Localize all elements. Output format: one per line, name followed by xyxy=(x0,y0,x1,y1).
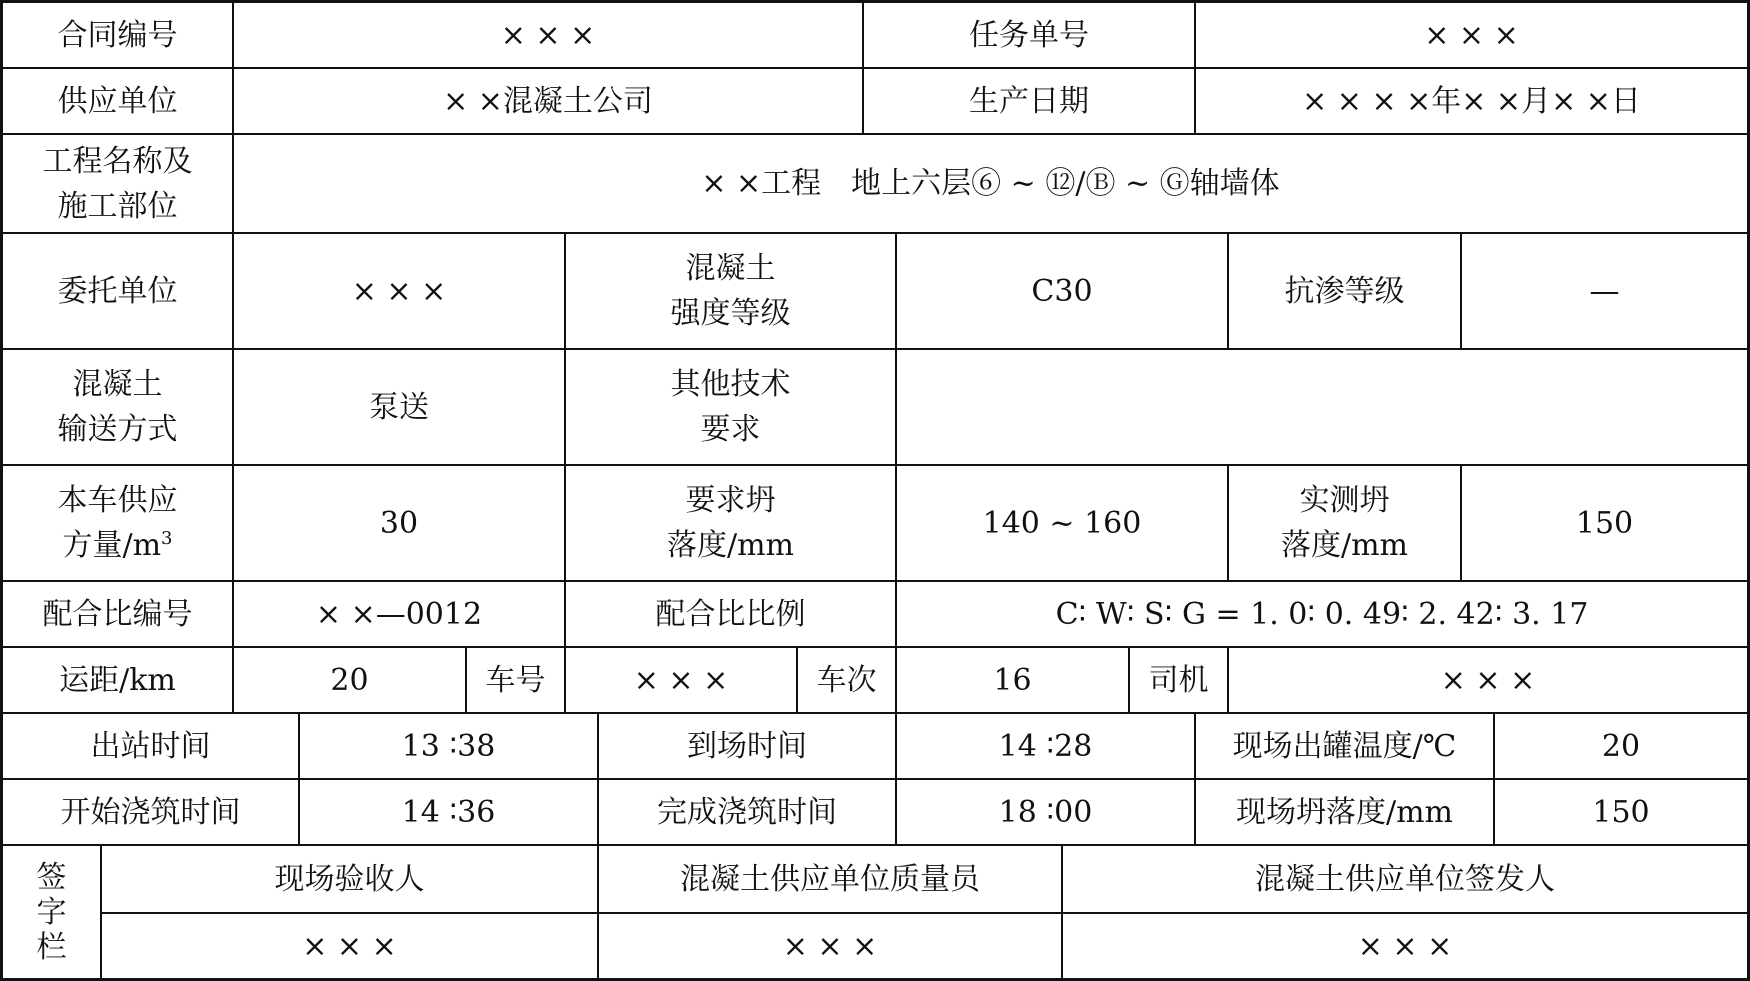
supplier-qc-label: 混凝土供应单位质量员 xyxy=(680,861,980,897)
distance-label: 运距/km xyxy=(59,662,176,698)
production-date-label: 生产日期 xyxy=(969,83,1089,119)
pour-end-time-value: 18 ∶00 xyxy=(998,794,1093,830)
client-value: × × × xyxy=(351,273,447,309)
project-label: 工程名称及 施工部位 xyxy=(42,143,193,224)
strength-grade-value: C30 xyxy=(1031,273,1093,309)
departure-time-value: 13 ∶38 xyxy=(401,728,496,764)
delivery-method-label: 混凝土 输送方式 xyxy=(57,367,178,447)
delivery-method-value: 泵送 xyxy=(369,389,429,425)
site-inspector-value: × × × xyxy=(302,928,397,964)
departure-time-label: 出站时间 xyxy=(90,728,211,764)
discharge-temperature-label: 现场出罐温度/℃ xyxy=(1232,728,1457,764)
task-no-label: 任务单号 xyxy=(969,17,1089,53)
other-requirements-value xyxy=(896,349,1748,465)
mix-no-label: 配合比编号 xyxy=(42,596,193,632)
supply-volume-label-line2 xyxy=(62,523,172,568)
trip-no-value: 16 xyxy=(993,662,1032,698)
supply-volume-unit: 方量/m xyxy=(62,528,162,563)
required-slump-value: 140 ~ 160 xyxy=(982,505,1142,541)
supplier-issuer-label: 混凝土供应单位签发人 xyxy=(1255,861,1555,897)
supply-volume-unit-exponent: 3 xyxy=(161,528,173,549)
supply-volume-label-line1: 本车供应 xyxy=(57,483,178,518)
strength-grade-label: 混凝土 强度等级 xyxy=(670,251,791,331)
production-date-value: × × × ×年× ×月× ×日 xyxy=(1302,83,1641,119)
supply-volume-value: 30 xyxy=(379,505,419,541)
arrival-time-value: 14 ∶28 xyxy=(998,728,1093,764)
other-requirements-label: 其他技术 要求 xyxy=(670,367,791,447)
discharge-temperature-value: 20 xyxy=(1601,728,1641,764)
site-slump-value: 150 xyxy=(1592,794,1650,830)
truck-no-value: × × × xyxy=(633,662,729,698)
mix-ratio-label: 配合比比例 xyxy=(655,596,806,632)
signature-section-label: 签 字 栏 xyxy=(36,859,67,965)
driver-value: × × × xyxy=(1440,662,1536,698)
impermeability-value: — xyxy=(1589,273,1620,309)
driver-label: 司机 xyxy=(1148,662,1209,698)
impermeability-label: 抗渗等级 xyxy=(1284,273,1405,309)
pour-start-time-label: 开始浇筑时间 xyxy=(60,794,241,830)
contract-no-value: × × × xyxy=(500,17,596,53)
supplier-qc-value: × × × xyxy=(782,928,878,964)
supplier-label: 供应单位 xyxy=(57,83,178,119)
task-no-value: × × × xyxy=(1424,17,1519,53)
pour-start-time-value: 14 ∶36 xyxy=(401,794,496,830)
trip-no-label: 车次 xyxy=(816,662,877,698)
distance-value: 20 xyxy=(330,662,369,698)
client-label: 委托单位 xyxy=(57,273,178,309)
truck-no-label: 车号 xyxy=(485,662,546,698)
supply-volume-label xyxy=(2,465,233,581)
supplier-value: × ×混凝土公司 xyxy=(443,83,653,119)
supplier-issuer-value: × × × xyxy=(1357,928,1453,964)
mix-no-value: × ×—0012 xyxy=(315,596,483,632)
project-value: × ×工程 地上六层⑥ ~ ⑫/Ⓑ ~ Ⓖ轴墙体 xyxy=(701,166,1280,201)
site-inspector-label: 现场验收人 xyxy=(274,861,425,897)
arrival-time-label: 到场时间 xyxy=(687,728,807,764)
measured-slump-value: 150 xyxy=(1575,505,1634,541)
pour-end-time-label: 完成浇筑时间 xyxy=(657,794,837,830)
contract-no-label: 合同编号 xyxy=(57,17,178,53)
measured-slump-label: 实测坍 落度/mm xyxy=(1280,483,1408,563)
mix-ratio-value: C∶ W∶ S∶ G = 1. 0∶ 0. 49∶ 2. 42∶ 3. 17 xyxy=(1055,596,1589,632)
site-slump-label: 现场坍落度/mm xyxy=(1235,794,1453,830)
required-slump-label: 要求坍 落度/mm xyxy=(666,483,794,563)
